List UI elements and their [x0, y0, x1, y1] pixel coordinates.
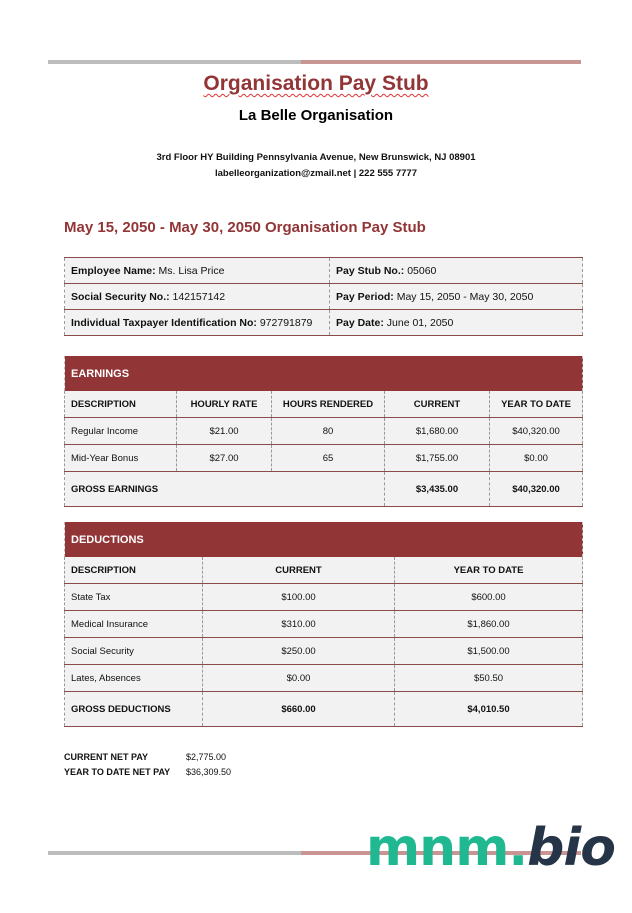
employee-name-cell: Employee Name: Ms. Lisa Price	[65, 258, 330, 284]
table-row: Social Security $250.00 $1,500.00	[65, 638, 583, 665]
current-net-pay: CURRENT NET PAY $2,775.00	[64, 752, 227, 762]
deductions-heading-row	[65, 522, 583, 557]
earnings-column-headers	[65, 391, 583, 418]
address: 3rd Floor HY Building Pennsylvania Avenue, New Brunswick, NJ 08901	[156, 152, 476, 163]
table-row	[65, 284, 583, 310]
col-description: DESCRIPTION	[65, 557, 203, 584]
ssn-cell: Social Security No.: 142157142	[65, 284, 330, 310]
stub-no-cell: Pay Stub No.: 05060	[330, 258, 583, 284]
col-ytd: YEAR TO DATE	[490, 391, 583, 418]
table-row: Regular Income $21.00 80 $1,680.00 $40,320.00	[65, 418, 583, 445]
earnings-heading: EARNINGS	[65, 356, 583, 391]
contact: labelleorganization@zmail.net | 222 555 7777	[214, 168, 417, 179]
table-row: Mid-Year Bonus $27.00 65 $1,755.00 $0.00	[65, 445, 583, 472]
top-divider	[48, 60, 581, 64]
col-ytd: YEAR TO DATE	[395, 557, 583, 584]
col-current: CURRENT	[385, 391, 490, 418]
pay-period-cell: Pay Period: May 15, 2050 - May 30, 2050	[330, 284, 583, 310]
earnings-heading-row	[65, 356, 583, 391]
col-hours-rendered: HOURS RENDERED	[272, 391, 385, 418]
address-block	[0, 150, 632, 182]
gross-deductions-row: GROSS DEDUCTIONS $660.00 $4,010.50	[65, 692, 583, 727]
pay-date-cell: Pay Date: June 01, 2050	[330, 310, 583, 336]
table-row: State Tax $100.00 $600.00	[65, 584, 583, 611]
table-row: Medical Insurance $310.00 $1,860.00	[65, 611, 583, 638]
ytd-net-pay: YEAR TO DATE NET PAY $36,309.50	[64, 767, 232, 777]
document-title: Organisation Pay Stub	[203, 72, 429, 95]
col-hourly-rate: HOURLY RATE	[177, 391, 272, 418]
col-description: DESCRIPTION	[65, 391, 177, 418]
gross-earnings-row: GROSS EARNINGS $3,435.00 $40,320.00	[65, 472, 583, 507]
table-row	[65, 258, 583, 284]
table-row: Lates, Absences $0.00 $50.50	[65, 665, 583, 692]
table-row	[65, 310, 583, 336]
period-title: May 15, 2050 - May 30, 2050 Organisation Pay Stub	[64, 219, 426, 236]
col-current: CURRENT	[203, 557, 395, 584]
net-pay-summary	[64, 750, 231, 780]
earnings-table	[64, 356, 583, 507]
employee-info-table	[64, 257, 583, 336]
deductions-heading: DEDUCTIONS	[65, 522, 583, 557]
deductions-table	[64, 522, 583, 727]
deductions-column-headers	[65, 557, 583, 584]
organization-name: La Belle Organisation	[238, 107, 394, 124]
itin-cell: Individual Taxpayer Identification No: 972791879	[65, 310, 330, 336]
watermark-logo: mnm.bio	[366, 818, 615, 878]
